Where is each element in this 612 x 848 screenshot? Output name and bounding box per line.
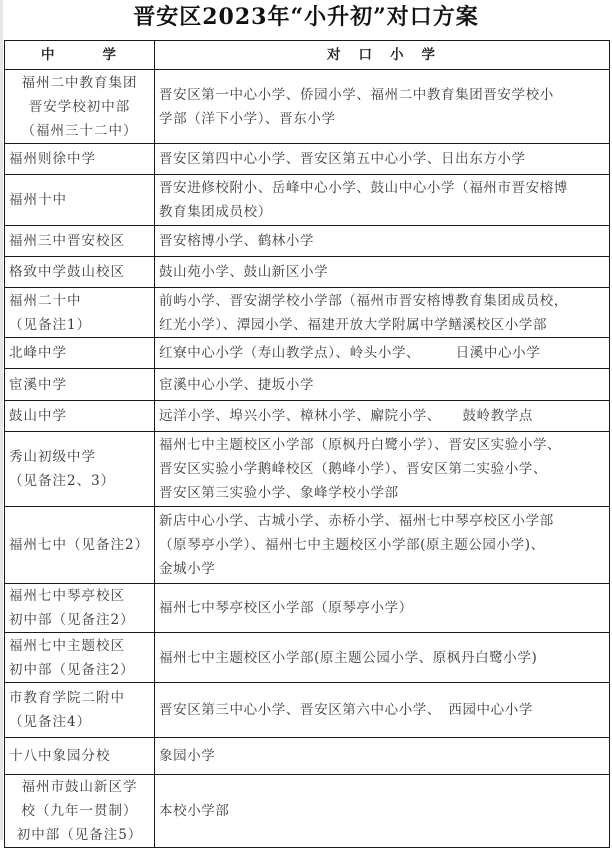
middle-school-cell (5, 369, 155, 401)
primary-schools-cell (155, 432, 610, 507)
middle-school-note: 初中部（见备注2） (9, 661, 135, 678)
primary-schools-text: 鼓山苑小学、鼓山新区小学 (159, 264, 329, 280)
middle-school-name: 福州七中主题校区 (9, 637, 125, 654)
middle-school-cell (5, 401, 155, 432)
table-row (5, 633, 610, 683)
middle-school-name: 市教育学院二附中 (9, 690, 125, 706)
middle-school-cell (5, 144, 155, 175)
header-char: 中 (41, 47, 57, 63)
middle-school-name: （福州三十二中） (21, 122, 138, 139)
middle-school-name: 鼓山中学 (9, 408, 67, 424)
table-row (5, 70, 610, 144)
primary-schools-cell (155, 775, 610, 848)
table-row (5, 432, 610, 507)
primary-schools-text: 学部（洋下小学）、晋东小学 (159, 110, 336, 127)
middle-school-cell (5, 175, 155, 226)
table-row (5, 401, 610, 432)
primary-schools-text: 金城小学 (159, 561, 216, 577)
primary-schools-text: 晋安区第四中心小学、晋安区第五中心小学、日出东方小学 (159, 151, 526, 167)
primary-schools-cell (155, 584, 610, 633)
middle-school-name: 福州则徐中学 (9, 151, 96, 167)
middle-school-name: 福州三中晋安校区 (9, 233, 125, 249)
primary-schools-text: 晋安区第三中心小学、晋安区第六中心小学、 西园中心小学 (159, 702, 533, 718)
primary-schools-cell (155, 633, 610, 683)
middle-school-name: 福州十中 (9, 192, 67, 208)
table-row (5, 226, 610, 257)
primary-schools-cell (155, 175, 610, 226)
primary-schools-text: 福州七中主题校区小学部（原枫丹白鹭小学）、晋安区实验小学、 (159, 437, 562, 453)
page-edge (0, 0, 3, 840)
primary-schools-text: 象园小学 (159, 748, 216, 764)
middle-school-cell (5, 683, 155, 738)
middle-school-cell (5, 738, 155, 775)
primary-schools-text: 教育集团成员校） (159, 204, 272, 220)
primary-schools-text: 晋安区第一中心小学、侨园小学、福州二中教育集团晋安学校小 (159, 86, 554, 103)
primary-schools-text: 红光小学）、潭园小学、福建开放大学附属中学鳝溪校区小学部 (159, 316, 548, 333)
header-char: 学 (102, 47, 118, 63)
primary-schools-cell (155, 257, 610, 288)
table-row (5, 775, 610, 848)
table-row (5, 584, 610, 633)
middle-school-name: 十八中象园分校 (9, 748, 111, 764)
middle-school-name: 校（九年一贯制） (21, 803, 138, 819)
middle-school-cell (5, 226, 155, 257)
primary-schools-cell (155, 738, 610, 775)
middle-school-name: 宦溪中学 (9, 376, 67, 393)
middle-school-name: 北峰中学 (9, 345, 67, 361)
middle-school-name: 格致中学鼓山校区 (9, 264, 125, 280)
middle-school-cell (5, 257, 155, 288)
header-middle-school (5, 41, 155, 70)
table-row (5, 683, 610, 738)
middle-school-note: 初中部（见备注5） (16, 827, 143, 843)
table-row (5, 738, 610, 775)
header-char: 小 (390, 47, 406, 63)
primary-schools-text: 远洋小学、埠兴小学、樟林小学、廨院小学、 鼓岭教学点 (159, 408, 533, 424)
middle-school-name: 福州二十中 (9, 292, 82, 309)
middle-school-name: 福州七中（见备注2） (9, 537, 150, 553)
table-row (5, 288, 610, 338)
primary-schools-cell (155, 338, 610, 369)
header-char: 学 (421, 47, 437, 63)
middle-school-name: 秀山初级中学 (9, 449, 96, 465)
table-header-row (5, 41, 610, 70)
middle-school-name: 福州市鼓山新区学 (21, 779, 138, 795)
primary-schools-cell (155, 507, 610, 584)
header-char: 口 (358, 47, 374, 63)
primary-schools-cell (155, 288, 610, 338)
middle-school-cell (5, 584, 155, 633)
middle-school-cell (5, 633, 155, 683)
primary-schools-text: 晋安区实验小学鹅峰校区（鹅峰小学）、晋安区第二实验小学、 (159, 461, 548, 477)
primary-schools-cell (155, 226, 610, 257)
middle-school-cell (5, 507, 155, 584)
primary-schools-text: 福州七中琴亭校区小学部（原琴亭小学） (159, 600, 413, 616)
primary-schools-text: （原琴亭小学）、福州七中主题校区小学部(原主题公园小学)、 (159, 537, 545, 553)
primary-schools-text: 本校小学部 (159, 803, 230, 819)
primary-schools-text: 晋安区第三实验小学、象峰学校小学部 (159, 485, 399, 501)
middle-school-name: 晋安学校初中部 (28, 98, 131, 115)
primary-schools-text: 福州七中主题校区小学部(原主题公园小学、原枫丹白鹭小学) (159, 649, 538, 666)
school-assignment-table (4, 40, 610, 848)
header-char: 对 (327, 47, 343, 63)
primary-schools-text: 晋安进修校附小、岳峰中心小学、鼓山中心小学（福州市晋安榕博 (159, 180, 568, 196)
middle-school-cell (5, 70, 155, 144)
header-primary-schools (155, 41, 610, 70)
primary-schools-cell (155, 144, 610, 175)
primary-schools-text: 前屿小学、晋安湖学校小学部（福州市晋安榕博教育集团成员校， (159, 292, 568, 309)
middle-school-cell (5, 288, 155, 338)
middle-school-cell (5, 432, 155, 507)
primary-schools-cell (155, 70, 610, 144)
table-row (5, 257, 610, 288)
table-row (5, 507, 610, 584)
primary-schools-cell (155, 683, 610, 738)
middle-school-name: 福州二中教育集团 (21, 74, 138, 91)
primary-schools-cell (155, 369, 610, 401)
middle-school-cell (5, 775, 155, 848)
table-row (5, 144, 610, 175)
middle-school-note: （见备注2、3） (9, 473, 116, 489)
primary-schools-text: 新店中心小学、古城小学、赤桥小学、福州七中琴亭校区小学部 (159, 513, 554, 529)
primary-schools-text: 红寮中心小学（寿山教学点）、岭头小学、 日溪中心小学 (159, 345, 541, 361)
primary-schools-cell (155, 401, 610, 432)
page-title: 晋安区2023年“小升初”对口方案 (133, 4, 479, 30)
middle-school-note: 初中部（见备注2） (9, 612, 135, 628)
middle-school-name: 福州七中琴亭校区 (9, 588, 125, 604)
primary-schools-text: 宦溪中心小学、捷坂小学 (159, 376, 315, 393)
primary-schools-text: 晋安榕博小学、鹤林小学 (159, 233, 315, 249)
table-row (5, 369, 610, 401)
table-row (5, 338, 610, 369)
table-row (5, 175, 610, 226)
middle-school-note: （见备注1） (9, 316, 92, 333)
middle-school-note: （见备注4） (9, 714, 92, 730)
middle-school-cell (5, 338, 155, 369)
